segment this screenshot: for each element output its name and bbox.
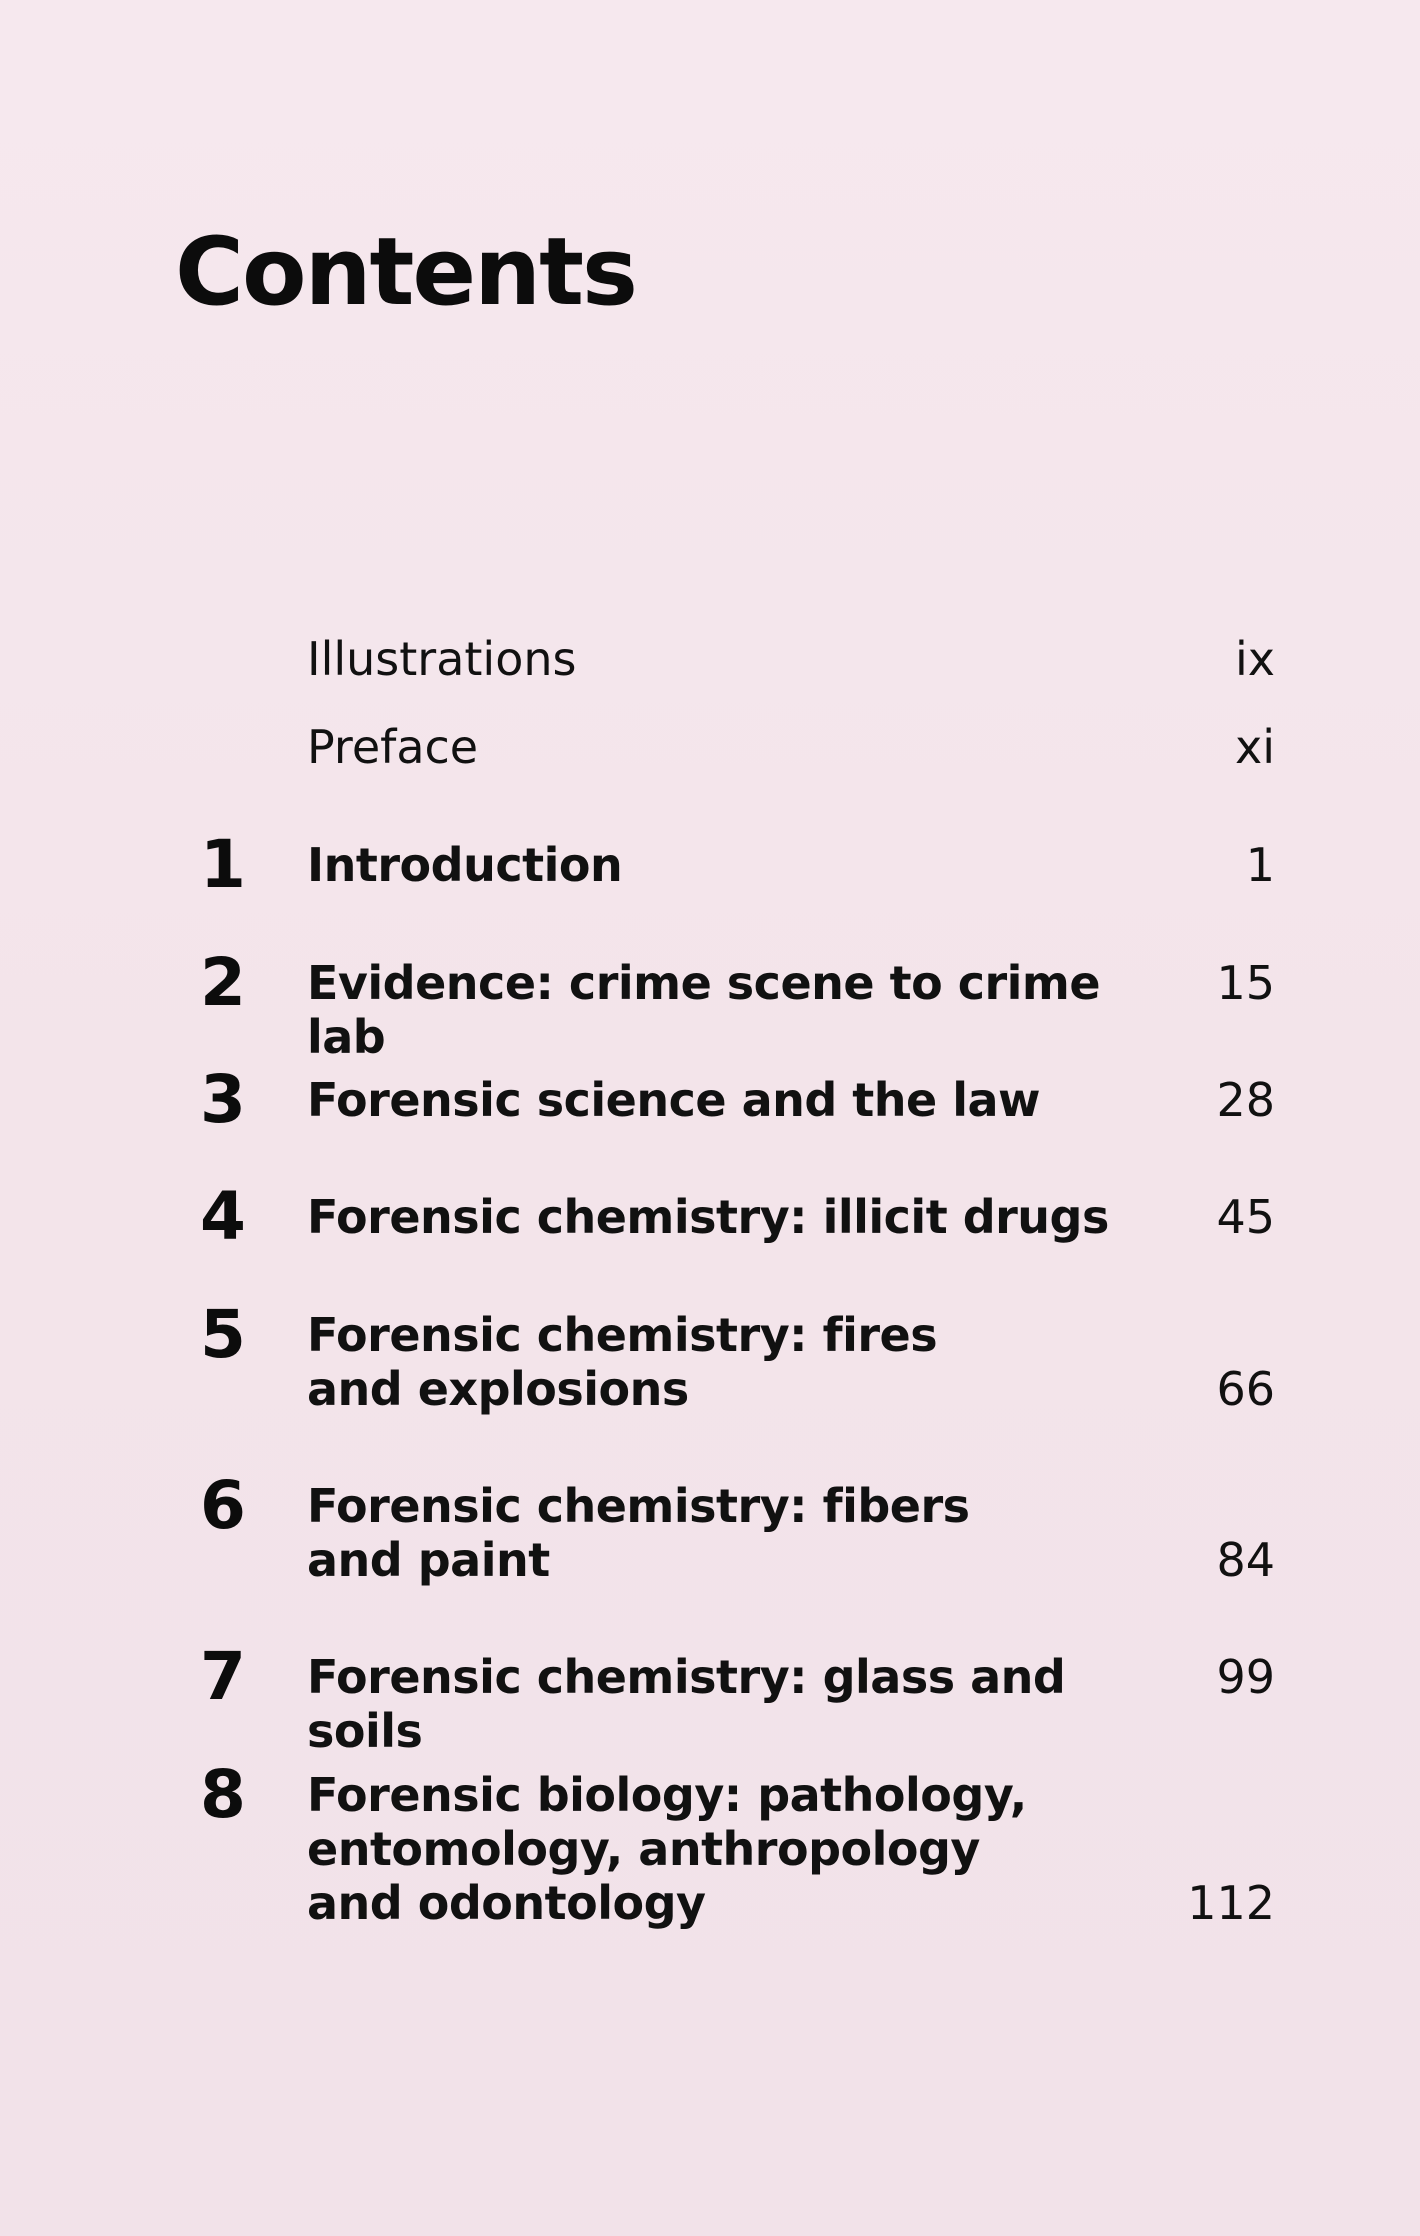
chapter-page-number: 99 xyxy=(1216,1650,1275,1704)
chapter-title: Forensic biology: pathology, entomology, anthropology and odontology xyxy=(307,1768,1027,1930)
chapter-title: Introduction xyxy=(307,838,623,892)
chapter-number: 6 xyxy=(200,1467,246,1544)
chapter-page-number: 112 xyxy=(1187,1876,1275,1930)
entry-title: Illustrations xyxy=(307,632,577,686)
chapter-page-number: 15 xyxy=(1216,956,1275,1010)
chapter-number: 4 xyxy=(200,1178,246,1255)
entry-page-number: ix xyxy=(1234,632,1275,686)
entry-page-number: xi xyxy=(1234,720,1275,774)
chapter-title: Forensic chemistry: glass and soils xyxy=(307,1650,1066,1758)
chapter-page-number: 1 xyxy=(1245,838,1275,892)
chapter-title: Evidence: crime scene to crime lab xyxy=(307,956,1101,1064)
chapter-number: 8 xyxy=(200,1756,246,1833)
chapter-number: 2 xyxy=(200,944,246,1021)
chapter-number: 1 xyxy=(200,826,246,903)
chapter-number: 7 xyxy=(200,1638,246,1715)
chapter-page-number: 28 xyxy=(1216,1073,1275,1127)
chapter-title: Forensic chemistry: fires and explosions xyxy=(307,1308,938,1416)
chapter-title: Forensic chemistry: illicit drugs xyxy=(307,1190,1109,1244)
chapter-number: 5 xyxy=(200,1296,246,1373)
chapter-title: Forensic science and the law xyxy=(307,1073,1041,1127)
entry-title: Preface xyxy=(307,720,479,774)
chapter-page-number: 66 xyxy=(1216,1362,1275,1416)
page-title: Contents xyxy=(175,218,636,327)
chapter-page-number: 84 xyxy=(1216,1533,1275,1587)
chapter-number: 3 xyxy=(200,1061,246,1138)
chapter-title: Forensic chemistry: fibers and paint xyxy=(307,1479,970,1587)
chapter-page-number: 45 xyxy=(1216,1190,1275,1244)
